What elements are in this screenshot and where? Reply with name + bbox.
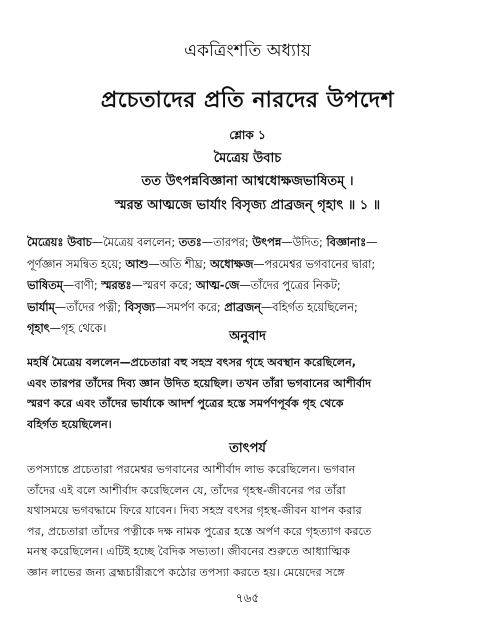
synonym-gloss: —মৈত্রেয় বললেন; xyxy=(91,236,179,249)
synonym-term: গৃহাৎ xyxy=(27,322,50,335)
synonym-line xyxy=(27,297,472,319)
purport-heading: তাৎপর্য xyxy=(229,441,266,456)
synonym-term: প্রাব্রজন্ xyxy=(224,300,261,314)
synonym-term: বিসৃজ্য xyxy=(124,300,156,314)
purport-line: যথাসময়ে ভগবদ্ধামে ফিরে যাবেন। দিব্য সহস্র বৎসর গৃহস্থ-জীবন যাপন করার xyxy=(27,504,362,517)
synonym-term: ততঃ xyxy=(178,236,202,249)
synonym-term: আশু xyxy=(125,257,149,271)
translation-line: স্মরণ করে এবং তাঁদের ভার্যাকে আদর্শ পুত্রের হস্তে সমর্পণপূর্বক গৃহ থেকে xyxy=(27,397,344,410)
synonym-gloss: —উদিত; xyxy=(281,236,327,249)
synonym-term: মৈত্রেয়ঃ উবাচ xyxy=(27,236,92,249)
verse-line: তত উৎপন্নবিজ্ঞানা আশ্বধোক্ষজভাষিতম্ । xyxy=(141,174,354,189)
translation-text xyxy=(27,353,472,435)
synonym-gloss: পূর্ণজ্ঞান সমন্বিত হয়ে; xyxy=(27,257,126,271)
translation-line: বহির্গত হয়েছিলেন। xyxy=(27,417,112,431)
translation-heading: অনুবাদ xyxy=(229,329,266,344)
shloka-number: শ্লোক ১ xyxy=(229,128,266,142)
synonym-gloss: —তাঁদের পত্নী; xyxy=(54,300,125,314)
synonym-term: অধোক্ষজ xyxy=(209,257,254,271)
purport-text xyxy=(27,460,472,583)
chapter-heading: একত্রিংশতি অধ্যায় xyxy=(184,41,311,61)
synonym-gloss: — xyxy=(366,236,378,249)
synonym-gloss: —তাঁদের পুত্রের নিকট; xyxy=(239,279,341,292)
synonym-line xyxy=(27,254,472,276)
purport-line: তপস্যান্তে প্রচেতারা পরমেশ্বর ভগবানের আশীর্বাদ লাভ করেছিলেন। ভগবান xyxy=(27,463,356,476)
purport-line: জ্ঞান লাভের জন্য ব্রহ্মচারীরূপে কঠোর তপস্যা করতে হয়। মেয়েদের সঙ্গে xyxy=(27,565,345,579)
synonym-line xyxy=(27,232,472,254)
synonym-gloss: —বহির্গত হয়েছিলেন; xyxy=(260,300,358,314)
synonym-term: ভার্যাম্ xyxy=(27,300,55,314)
synonym-gloss: —সমর্পণ করে; xyxy=(155,300,225,314)
purport-line: মনস্থ করেছিলেন। এটিই হচ্ছে বৈদিক সভ্যতা। জীবনের শুরুতে আধ্যাত্মিক xyxy=(27,545,351,558)
word-synonyms xyxy=(27,232,472,340)
synonym-gloss: —পরমেশ্বর ভগবানের দ্বারা; xyxy=(253,257,376,271)
verse-line: স্মরন্ত আত্মজে ভার্যাং বিসৃজ্য প্রাব্রজন্ গৃহাৎ ॥ ১ ॥ xyxy=(114,198,381,213)
synonym-line xyxy=(27,275,472,297)
synonym-gloss: —তারপর; xyxy=(201,236,253,249)
synonym-term: ভাষিতম্ xyxy=(27,279,63,292)
translation-line: এবং তারপর তাঁদের দিব্য জ্ঞান উদিত হয়েছিল। তখন তাঁরা ভগবানের আশীর্বাদ xyxy=(27,376,372,390)
synonym-term: আত্ম-জে xyxy=(195,279,240,292)
page-number: ৭৬৫ xyxy=(235,591,260,605)
translation-line: মহর্ষি মৈত্রেয় বললেন—প্রচেতারা বহু সহস্র বৎসর গৃহে অবস্থান করেছিলেন, xyxy=(27,356,356,369)
synonym-gloss: —বাণী; xyxy=(62,279,102,292)
synonym-term: স্মরন্তঃ xyxy=(101,279,132,292)
synonym-term: উৎপন্ন xyxy=(252,236,282,249)
verse-speaker: মৈত্রেয় উবাচ xyxy=(213,151,282,166)
synonym-term: বিজ্ঞানাঃ xyxy=(326,236,367,249)
purport-line: তাঁদের এই বলে আশীর্বাদ করেছিলেন যে, তাঁদের গৃহস্থ-জীবনের পর তাঁরা xyxy=(27,483,346,497)
chapter-title: প্রচেতাদের প্রতি নারদের উপদেশ xyxy=(100,88,395,113)
synonym-gloss: —গৃহ থেকে। xyxy=(49,322,107,335)
synonym-gloss: —স্মরণ করে; xyxy=(131,279,196,292)
synonym-gloss: —অতি শীঘ্র; xyxy=(148,257,210,271)
purport-line: পর, প্রচেতারা তাঁদের পত্নীকে দক্ষ নামক পুত্রের হস্তে অর্পণ করে গৃহত্যাগ করতে xyxy=(27,524,372,538)
